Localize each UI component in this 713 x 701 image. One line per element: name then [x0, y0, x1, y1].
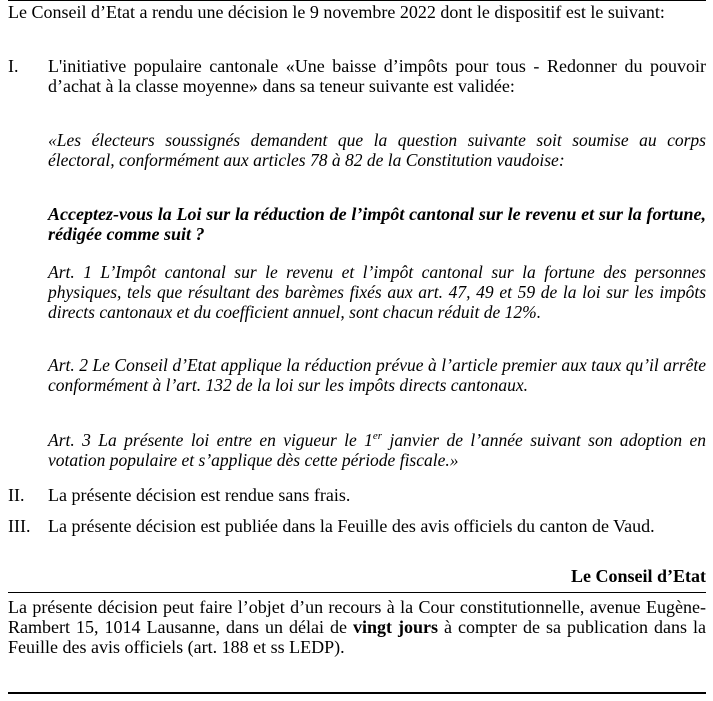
article-2: Art. 2 Le Conseil d’Etat applique la réduction prévue à l’article premier aux taux qu’il arrête conformément à l’art. 132 de la loi sur les impôts directs cantonaux.	[48, 355, 706, 395]
article-3-superscript: er	[372, 430, 383, 443]
item-number: III.	[8, 516, 31, 536]
list-item-iii	[8, 516, 706, 536]
article-3-text-a: Art. 3 La présente loi entre en vigueur le 1	[48, 430, 373, 450]
separator-rule	[8, 592, 706, 593]
notice-deadline: vingt jours	[352, 617, 438, 637]
notice-text-b: à compter de sa publication dans la Feuille des avis officiels (art. 188 et ss LEDP).	[8, 617, 706, 657]
bottom-rule	[8, 692, 706, 694]
signature: Le Conseil d’Etat	[571, 566, 706, 586]
item-number: II.	[8, 485, 25, 505]
initiative-preamble: «Les électeurs soussignés demandent que la question suivante soit soumise au corps électoral, conformément aux articles 78 à 82 de la Constitution vaudoise:	[48, 130, 706, 170]
initiative-question: Acceptez-vous la Loi sur la réduction de l’impôt cantonal sur le revenu et sur la fortune, rédigée comme suit ?	[48, 204, 706, 244]
notice-text-a: La présente décision peut faire l’objet d’un recours à la Cour constitutionnelle, avenue Eugène-Rambert 15, 1014 Lausanne, dans un délai de	[8, 597, 706, 637]
item-number: I.	[8, 56, 19, 76]
item-text: L'initiative populaire cantonale «Une baisse d’impôts pour tous - Redonner du pouvoir d’achat à la classe moyenne» dans sa teneur suivante est validée:	[48, 56, 706, 96]
top-rule	[8, 0, 706, 1]
item-text: La présente décision est publiée dans la Feuille des avis officiels du canton de Vaud.	[48, 516, 655, 536]
appeal-notice	[8, 597, 706, 657]
item-text: La présente décision est rendue sans frais.	[48, 485, 351, 505]
article-1: Art. 1 L’Impôt cantonal sur le revenu et l’impôt cantonal sur la fortune des personnes physiques, tels que résultant des barèmes fixés aux art. 47, 49 et 59 de la loi sur les impôts directs cantonaux et du coefficient annuel, sont chacun réduit de 12%.	[48, 262, 706, 322]
intro-paragraph: Le Conseil d’Etat a rendu une décision le 9 novembre 2022 dont le dispositif est le suivant:	[8, 2, 665, 22]
article-3	[48, 430, 706, 470]
list-item-ii	[8, 485, 706, 505]
article-3-text-b: janvier de l’année suivant son adoption en votation populaire et s’applique dès cette période fiscale.»	[48, 430, 706, 470]
list-item-i	[8, 56, 706, 96]
